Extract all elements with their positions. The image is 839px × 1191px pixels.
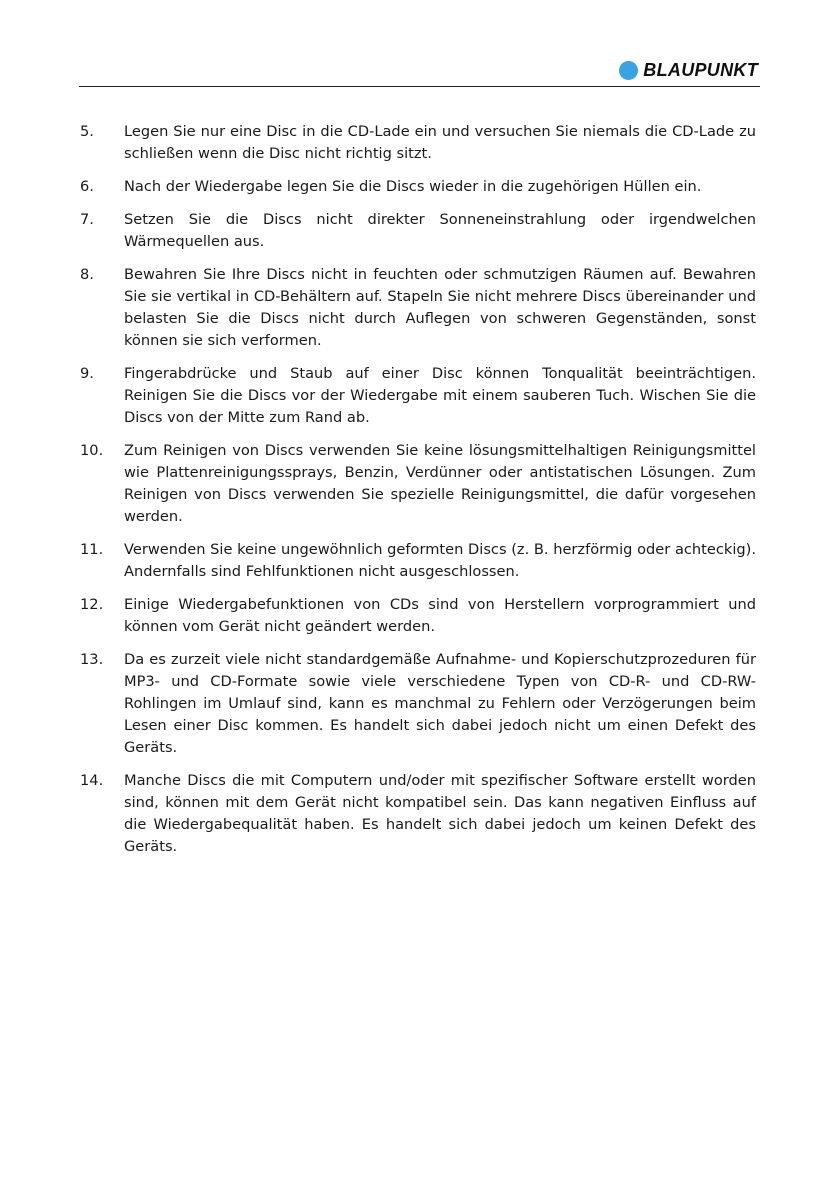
item-number: 10. [80, 442, 104, 459]
item-number: 5. [80, 123, 94, 140]
item-number: 9. [80, 365, 94, 382]
list-item [80, 539, 756, 583]
item-text: Verwenden Sie keine ungewöhnlich geformten Discs (z. B. herzförmig oder achteckig). Andernfalls sind Fehlfunktionen nicht ausgeschlossen. [124, 541, 756, 580]
item-text: Legen Sie nur eine Disc in die CD-Lade ein und versuchen Sie niemals die CD-Lade zu schließen wenn die Disc nicht richtig sitzt. [124, 123, 756, 162]
item-text: Fingerabdrücke und Staub auf einer Disc können Tonqualität beeinträchtigen. Reinigen Sie die Discs vor der Wiedergabe mit einem sauberen Tuch. Wischen Sie die Discs von der Mitte zum Rand ab. [124, 365, 756, 426]
item-text: Einige Wiedergabefunktionen von CDs sind von Herstellern vorprogrammiert und können vom Gerät nicht geändert werden. [124, 596, 756, 635]
page-header [79, 52, 760, 87]
item-text: Zum Reinigen von Discs verwenden Sie keine lösungsmittelhaltigen Reinigungsmittel wie Plattenreinigungssprays, Benzin, Verdünner oder antistatischen Lösungen. Zum Reinigen von Discs verwenden Sie spezielle Reinigungsmittel, die dafür vorgesehen werden. [124, 442, 756, 525]
item-text: Manche Discs die mit Computern und/oder mit spezifischer Software erstellt worden sind, können mit dem Gerät nicht kompatibel sein. Das kann negativen Einfluss auf die Wiedergabequalität haben. Es handelt sich dabei jedoch um keinen Defekt des Geräts. [124, 772, 756, 855]
item-text: Setzen Sie die Discs nicht direkter Sonneneinstrahlung oder irgendwelchen Wärmequellen aus. [124, 211, 756, 250]
list-item [80, 121, 756, 165]
item-number: 6. [80, 178, 94, 195]
list-item [80, 440, 756, 528]
list-item [80, 363, 756, 429]
item-number: 7. [80, 211, 94, 228]
list-item [80, 649, 756, 759]
item-number: 11. [80, 541, 104, 558]
list-item [80, 264, 756, 352]
item-text: Da es zurzeit viele nicht standardgemäße Aufnahme- und Kopierschutzprozeduren für MP3- und CD-Formate sowie viele verschiedene Typen von CD-R- und CD-RW-Rohlingen im Umlauf sind, kann es manchmal zu Fehlern oder Verzögerungen beim Lesen einer Disc kommen. Es handelt sich dabei jedoch nicht um einen Defekt des Geräts. [124, 651, 756, 756]
instruction-list [80, 121, 756, 869]
brand-logo [619, 60, 758, 80]
list-item [80, 594, 756, 638]
list-item [80, 770, 756, 858]
list-item [80, 176, 756, 198]
list-item [80, 209, 756, 253]
item-number: 14. [80, 772, 104, 789]
item-text: Bewahren Sie Ihre Discs nicht in feuchten oder schmutzigen Räumen auf. Bewahren Sie sie vertikal in CD-Behältern auf. Stapeln Sie nicht mehrere Discs übereinander und belasten Sie die Discs nicht durch Auflegen von schweren Gegenständen, sonst können sie sich verformen. [124, 266, 756, 349]
logo-dot-icon [619, 61, 638, 80]
logo-text: BLAUPUNKT [643, 59, 758, 80]
item-text: Nach der Wiedergabe legen Sie die Discs wieder in die zugehörigen Hüllen ein. [124, 178, 702, 195]
item-number: 12. [80, 596, 104, 613]
item-number: 13. [80, 651, 104, 668]
item-number: 8. [80, 266, 94, 283]
